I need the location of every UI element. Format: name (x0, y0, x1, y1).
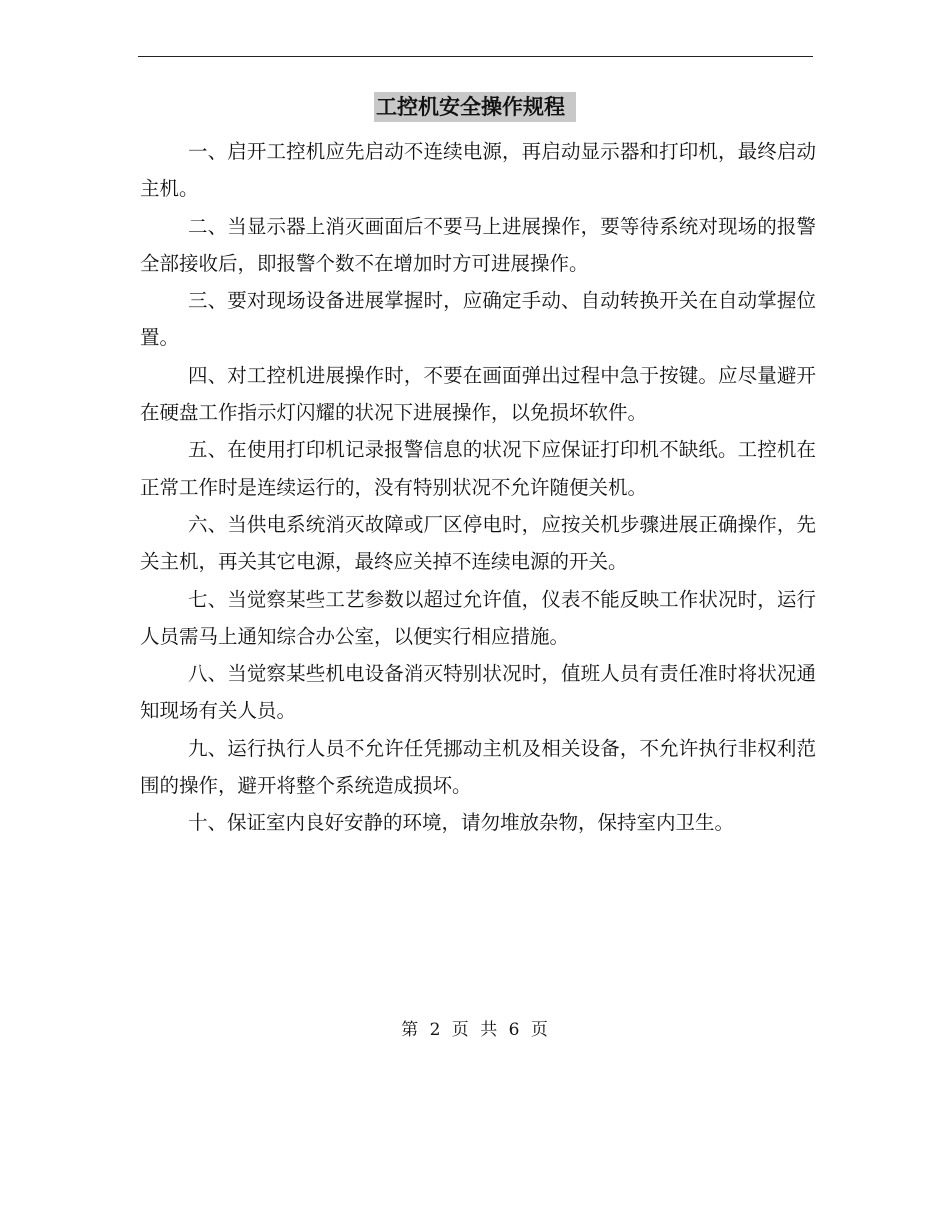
rule-paragraph-2: 二、当显示器上消灭画面后不要马上进展操作，要等待系统对现场的报警全部接收后，即报警个数不在增加时方可进展操作。 (140, 214, 816, 275)
title-block (0, 92, 950, 122)
rule-paragraph-1: 一、启开工控机应先启动不连续电源，再启动显示器和打印机，最终启动主机。 (140, 140, 816, 201)
rule-paragraph-9: 九、运行执行人员不允许任凭挪动主机及相关设备，不允许执行非权利范围的操作，避开将整个系统造成损坏。 (140, 736, 816, 798)
document-body (140, 133, 816, 842)
rule-paragraph-4: 四、对工控机进展操作时，不要在画面弹出过程中急于按键。应尽量避开在硬盘工作指示灯闪耀的状况下进展操作，以免损坏软件。 (140, 363, 816, 425)
rule-paragraph-3: 三、要对现场设备进展掌握时，应确定手动、自动转换开关在自动掌握位置。 (140, 289, 816, 350)
header-rule (138, 56, 813, 57)
page-number: 第 2 页 共 6 页 (401, 1020, 549, 1040)
rule-paragraph-7: 七、当觉察某些工艺参数以超过允许值，仪表不能反映工作状况时，运行人员需马上通知综合办公室，以便实行相应措施。 (140, 587, 816, 648)
document-title: 工控机安全操作规程 (374, 92, 576, 122)
rule-paragraph-10: 十、保证室内良好安静的环境，请勿堆放杂物，保持室内卫生。 (188, 811, 735, 835)
rule-paragraph-5: 五、在使用打印机记录报警信息的状况下应保证打印机不缺纸。工控机在正常工作时是连续运行的，没有特别状况不允许随便关机。 (140, 438, 816, 499)
rule-paragraph-6: 六、当供电系统消灭故障或厂区停电时，应按关机步骤进展正确操作，先关主机，再关其它电源，最终应关掉不连续电源的开关。 (140, 512, 816, 574)
rule-paragraph-8: 八、当觉察某些机电设备消灭特别状况时，值班人员有责任准时将状况通知现场有关人员。 (140, 662, 816, 723)
